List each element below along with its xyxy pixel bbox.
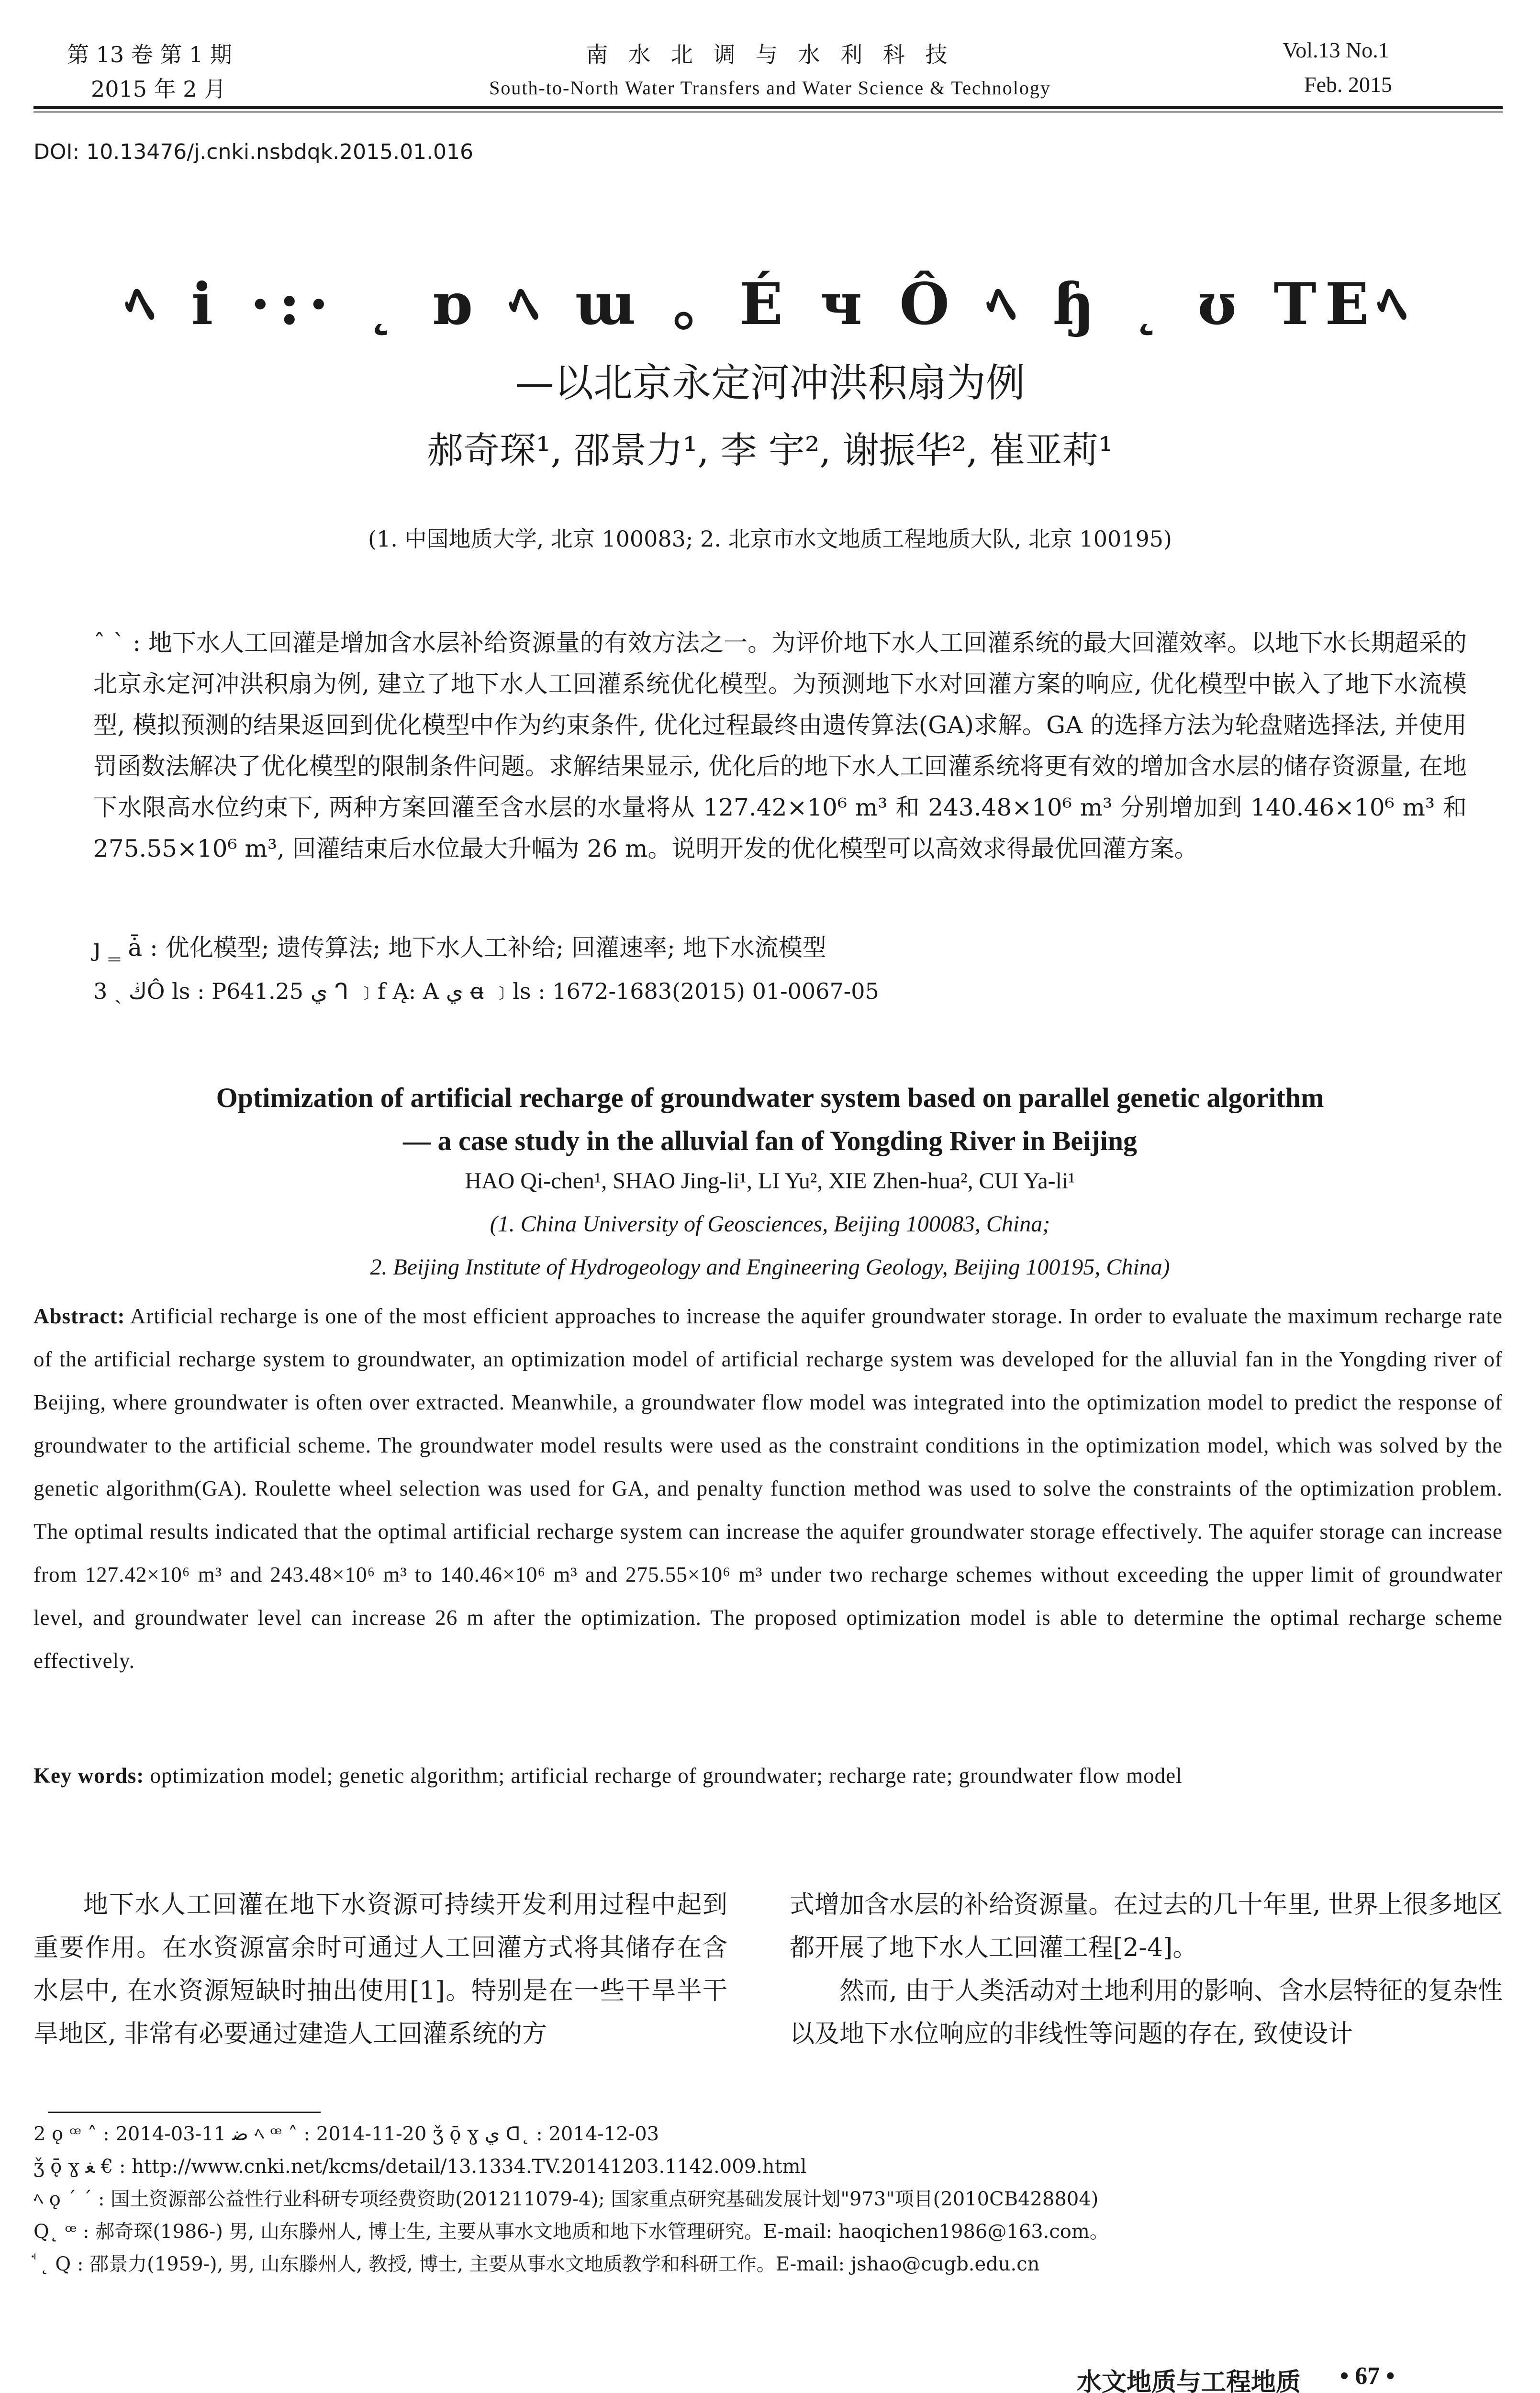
abstract-en-text: Artificial recharge is one of the most efficient approaches to increase the aquifer groundwater storage. In order to evaluate the maximum recharge rate of the artificial recharge system to groundwater, an optimization model of artificial recharge system was developed for the alluvial fan in the Yongding river of Beijing, where groundwater is often over extracted. Meanwhile, a groundwater flow model was integrated into the optimization model to predict the response of groundwater to the artificial scheme. The groundwater model results were used as the constraint conditions in the optimization model, which was solved by the genetic algorithm(GA). Roulette wheel selection was used for GA, and penalty function method was used to solve the constraints of the optimization problem. The optimal results indicated that the optimal artificial recharge system can increase the aquifer groundwater storage effectively. The aquifer storage can increase from 127.42×10⁶ m³ and 243.48×10⁶ m³ to 140.46×10⁶ m³ and 275.55×10⁶ m³ under two recharge schemes without exceeding the upper limit of groundwater level, and groundwater level can increase 26 m after the optimization. The proposed optimization model is able to determine the optimal recharge scheme effectively.: [33, 1304, 1503, 1673]
keywords-en-text: optimization model; genetic algorithm; artificial recharge of groundwater; recharge rate; groundwater flow model: [150, 1764, 1183, 1788]
body-column-right: [790, 1883, 1503, 2056]
affiliation-en-1: (1. China University of Geosciences, Beijing 100083, China;: [490, 1211, 1050, 1237]
classification-cn: 3 ˎ ڬÔ ls : P641.25 ي ᒉ ﹞f Ą: A ي ꬰ ﹞ls : 1672-1683(2015) 01-0067-05: [93, 978, 879, 1004]
page-number: • 67 •: [1340, 2362, 1395, 2390]
body-paragraph-1: 地下水人工回灌在地下水资源可持续开发利用过程中起到重要作用。在水资源富余时可通过人工回灌方式将其储存在含水层中, 在水资源短缺时抽出使用[1]。特别是在一些干旱半干旱地区, 非常有必要通过建造人工回灌系统的方: [33, 1890, 727, 2048]
authors-cn: 郝奇琛¹, 邵景力¹, 李 宇², 谢振华², 崔亚莉¹: [427, 429, 1113, 471]
keywords-en: [33, 1754, 1503, 1797]
authors-en: HAO Qi-chen¹, SHAO Jing-li¹, LI Yu², XIE Zhen-hua², CUI Ya-li¹: [465, 1168, 1075, 1194]
abstract-en-label: Abstract:: [33, 1304, 125, 1328]
abstract-cn-label: ˆ ˋ :: [93, 629, 141, 657]
footnote-5: ꜗ ˛ Q : 邵景力(1959-), 男, 山东滕州人, 教授, 博士, 主要从事水文地质教学和科研工作。E-mail: jshao@cugb.edu.cn: [33, 2253, 1040, 2275]
abstract-en: [33, 1295, 1503, 1682]
paper-subtitle-cn: —以北京永定河冲洪积扇为例: [514, 360, 1025, 406]
footnote-rule: [48, 2112, 321, 2113]
footer-journal: 水文地质与工程地质: [1077, 2368, 1301, 2393]
header-journal-cn: 南 水 北 调 与 水 利 科 技: [586, 42, 954, 67]
keywords-en-label: Key words:: [33, 1764, 145, 1788]
affiliation-en-2: 2. Beijing Institute of Hydrogeology and Engineering Geology, Beijing 100195, China): [370, 1254, 1170, 1280]
footnote-3: ﾍ ǫ ˊ ˊ : 国土资源部公益性行业科研专项经费资助(201211079-4); 国家重点研究基础发展计划"973"项目(2010CB428804): [33, 2188, 1099, 2210]
footnote-1: 2 ǫ ꟹ ˄ : 2014-03-11 ﺿ ﾍ ꟹ ˄ : 2014-11-20 ǯ ǭ ɣ ي ᗡ˛ : 2014-12-03: [33, 2123, 659, 2145]
header-journal-en: South-to-North Water Transfers and Water Science & Technology: [489, 77, 1051, 99]
header-volume-en: Vol.13 No.1: [1283, 38, 1389, 62]
abstract-cn-text: 地下水人工回灌是增加含水层补给资源量的有效方法之一。为评价地下水人工回灌系统的最大回灌效率。以地下水长期超采的北京永定河冲洪积扇为例, 建立了地下水人工回灌系统优化模型。为预测地下水对回灌方案的响应, 优化模型中嵌入了地下水流模型, 模拟预测的结果返回到优化模型中作为约束条件, 优化过程最终由遗传算法(GA)求解。GA 的选择方法为轮盘赌选择法, 并使用罚函数法解决了优化模型的限制条件问题。求解结果显示, 优化后的地下水人工回灌系统将更有效的增加含水层的储存资源量, 在地下水限高水位约束下, 两种方案回灌至含水层的水量将从 127.42×10⁶ m³ 和 243.48×10⁶ m³ 分别增加到 140.46×10⁶ m³ 和 275.55×10⁶ m³, 回灌结束后水位最大升幅为 26 m。说明开发的优化模型可以高效求得最优回灌方案。: [93, 629, 1467, 862]
header-date-en: Feb. 2015: [1304, 72, 1392, 97]
doi: DOI: 10.13476/j.cnki.nsbdqk.2015.01.016: [33, 140, 474, 164]
footnote-4: Q˛ ꟹ : 郝奇琛(1986-) 男, 山东滕州人, 博士生, 主要从事水文地质和地下水管理研究。E-mail: haoqichen1986@163.com。: [33, 2221, 1109, 2243]
paper-title-en-line2: — a case study in the alluvial fan of Yongding River in Beijing: [403, 1125, 1137, 1156]
header-rule-thick: [33, 106, 1503, 109]
abstract-cn: [93, 622, 1467, 869]
footnote-2: ǯ ǭ ɣ ﻐ € : http://www.cnki.net/kcms/detail/13.1334.TV.20141203.1142.009.html: [33, 2156, 807, 2178]
header-volume-cn: 第 13 卷 第 1 期: [67, 42, 232, 67]
paper-title-en-line1: Optimization of artificial recharge of groundwater system based on parallel genetic algorithm: [216, 1082, 1324, 1113]
header-date-cn: 2015 年 2 月: [91, 76, 226, 102]
paper-title-cn: ﾍ i ·:· ˛ ɒ ﾍ ɯ 。É ч Ô ﾍ ɧ ˛ ʊ TEﾍ: [125, 270, 1415, 338]
body-column-left: [33, 1883, 727, 2056]
keywords-cn: ȷ ‗ ǡ : 优化模型; 遗传算法; 地下水人工补给; 回灌速率; 地下水流模型: [93, 934, 826, 962]
affiliations-cn: (1. 中国地质大学, 北京 100083; 2. 北京市水文地质工程地质大队, 北京 100195): [368, 526, 1172, 552]
body-paragraph-3: 然而, 由于人类活动对土地利用的影响、含水层特征的复杂性以及地下水位响应的非线性等问题的存在, 致使设计: [790, 1977, 1503, 2048]
body-paragraph-2: 式增加含水层的补给资源量。在过去的几十年里, 世界上很多地区都开展了地下水人工回灌工程[2-4]。: [790, 1890, 1503, 1962]
